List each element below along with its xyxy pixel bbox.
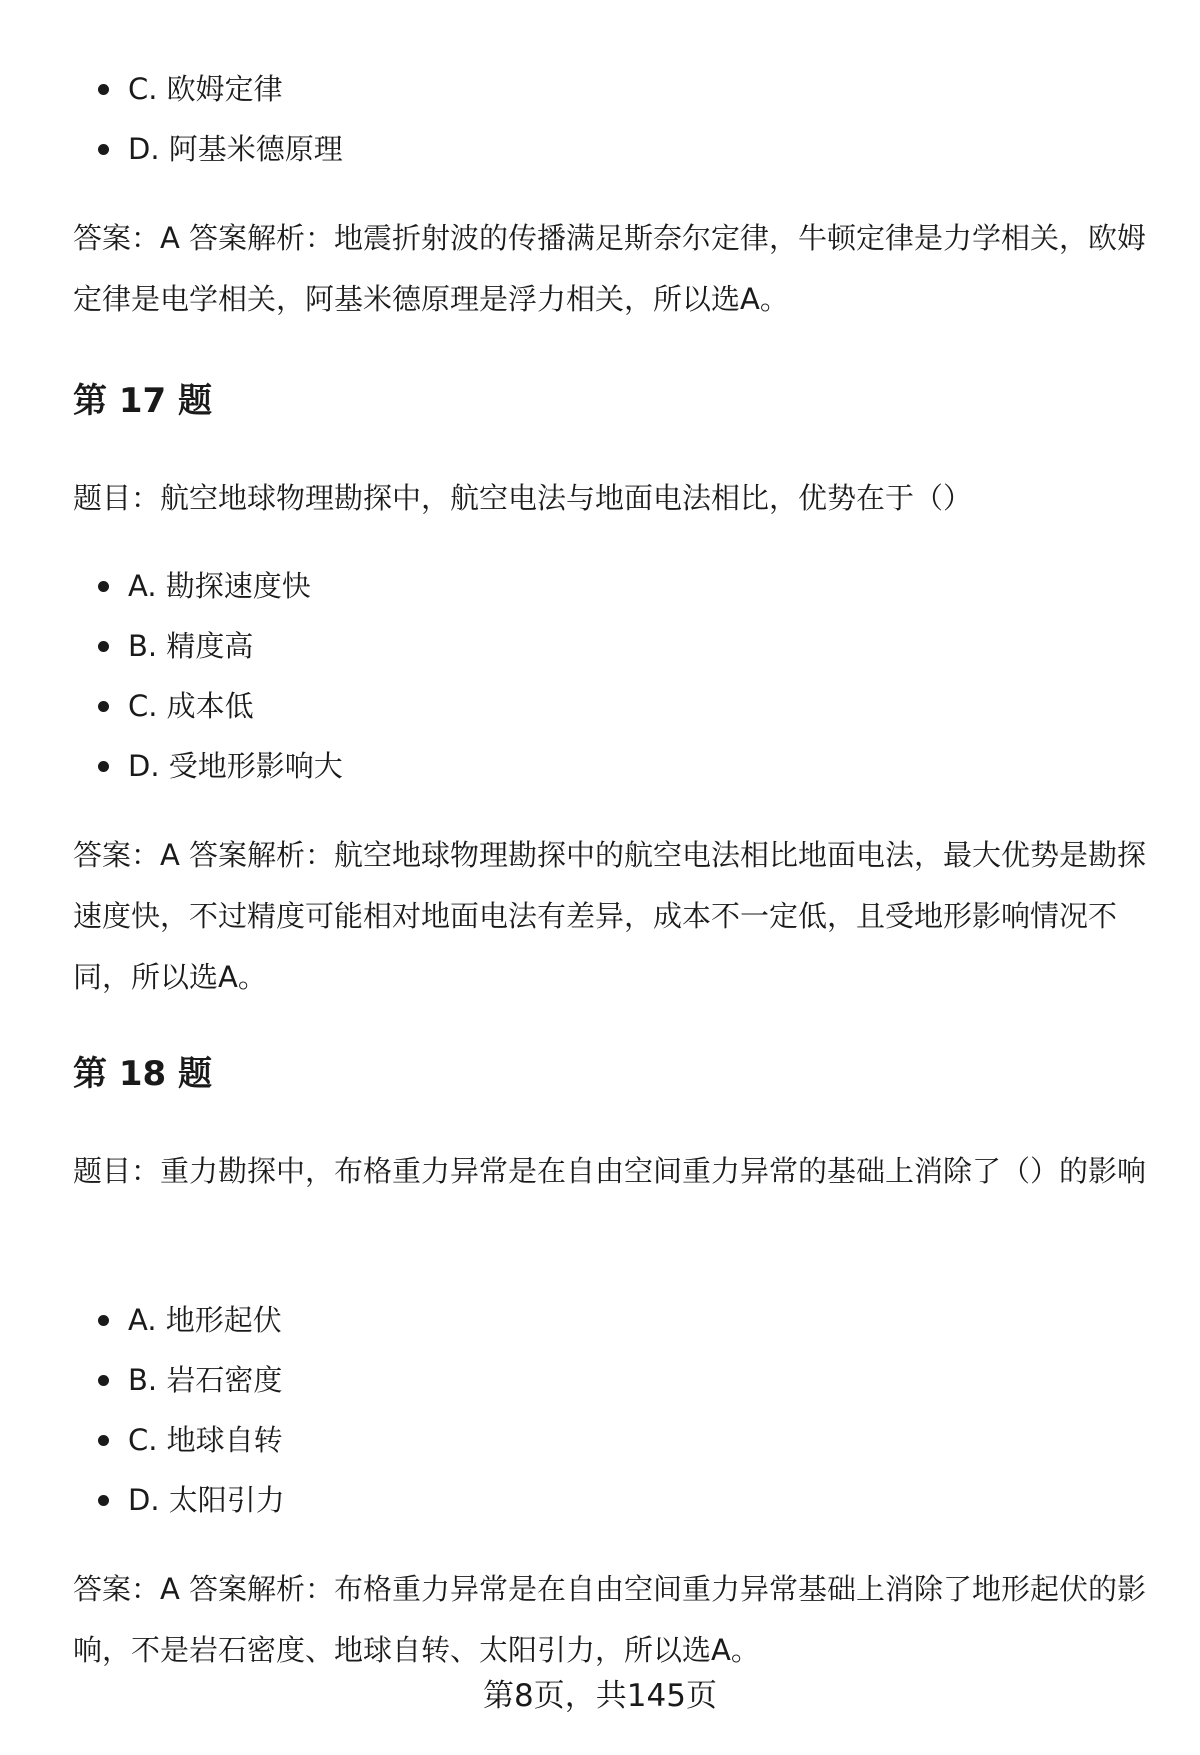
bullet-icon — [98, 581, 109, 592]
bullet-icon — [98, 84, 109, 95]
bullet-icon — [98, 1315, 109, 1326]
option-list — [0, 556, 343, 796]
option-item — [0, 556, 343, 616]
question-heading: 第 18 题 — [73, 1054, 212, 1094]
question-prompt: 题目：重力勘探中，布格重力异常是在自由空间重力异常的基础上消除了（）的影响 — [73, 1154, 1147, 1188]
answer-explanation: 答案：A 答案解析：航空地球物理勘探中的航空电法相比地面电法，最大优势是勘探速度快，不过精度可能相对地面电法有差异，成本不一定低，且受地形影响情况不同，所以选A。 — [73, 838, 1147, 994]
option-item — [0, 1350, 285, 1410]
option-label: C. 成本低 — [128, 689, 254, 723]
continued-option-list — [0, 59, 343, 179]
option-item — [0, 616, 343, 676]
option-label: D. 受地形影响大 — [128, 749, 343, 783]
answer-explanation: 答案：A 答案解析：布格重力异常是在自由空间重力异常基础上消除了地形起伏的影响，不是岩石密度、地球自转、太阳引力，所以选A。 — [73, 1572, 1147, 1667]
option-item — [0, 676, 343, 736]
question-heading: 第 17 题 — [73, 381, 212, 421]
option-label: C. 地球自转 — [128, 1423, 283, 1457]
option-item — [0, 119, 343, 179]
option-item — [0, 736, 343, 796]
page-number-footer: 第8页，共145页 — [483, 1678, 717, 1714]
answer-explanation: 答案：A 答案解析：地震折射波的传播满足斯奈尔定律，牛顿定律是力学相关，欧姆定律是电学相关，阿基米德原理是浮力相关，所以选A。 — [73, 221, 1147, 316]
option-label: D. 太阳引力 — [128, 1483, 285, 1517]
option-label: B. 岩石密度 — [128, 1363, 283, 1397]
bullet-icon — [98, 761, 109, 772]
option-item — [0, 1290, 285, 1350]
option-label: C. 欧姆定律 — [128, 72, 283, 106]
option-list — [0, 1290, 285, 1530]
option-item — [0, 59, 343, 119]
option-label: A. 地形起伏 — [128, 1303, 282, 1337]
option-label: B. 精度高 — [128, 629, 254, 663]
option-label: A. 勘探速度快 — [128, 569, 311, 603]
bullet-icon — [98, 1495, 109, 1506]
bullet-icon — [98, 1375, 109, 1386]
bullet-icon — [98, 701, 109, 712]
bullet-icon — [98, 144, 109, 155]
question-prompt: 题目：航空地球物理勘探中，航空电法与地面电法相比，优势在于（） — [73, 481, 973, 515]
option-item — [0, 1410, 285, 1470]
bullet-icon — [98, 1435, 109, 1446]
option-item — [0, 1470, 285, 1530]
option-label: D. 阿基米德原理 — [128, 132, 343, 166]
bullet-icon — [98, 641, 109, 652]
